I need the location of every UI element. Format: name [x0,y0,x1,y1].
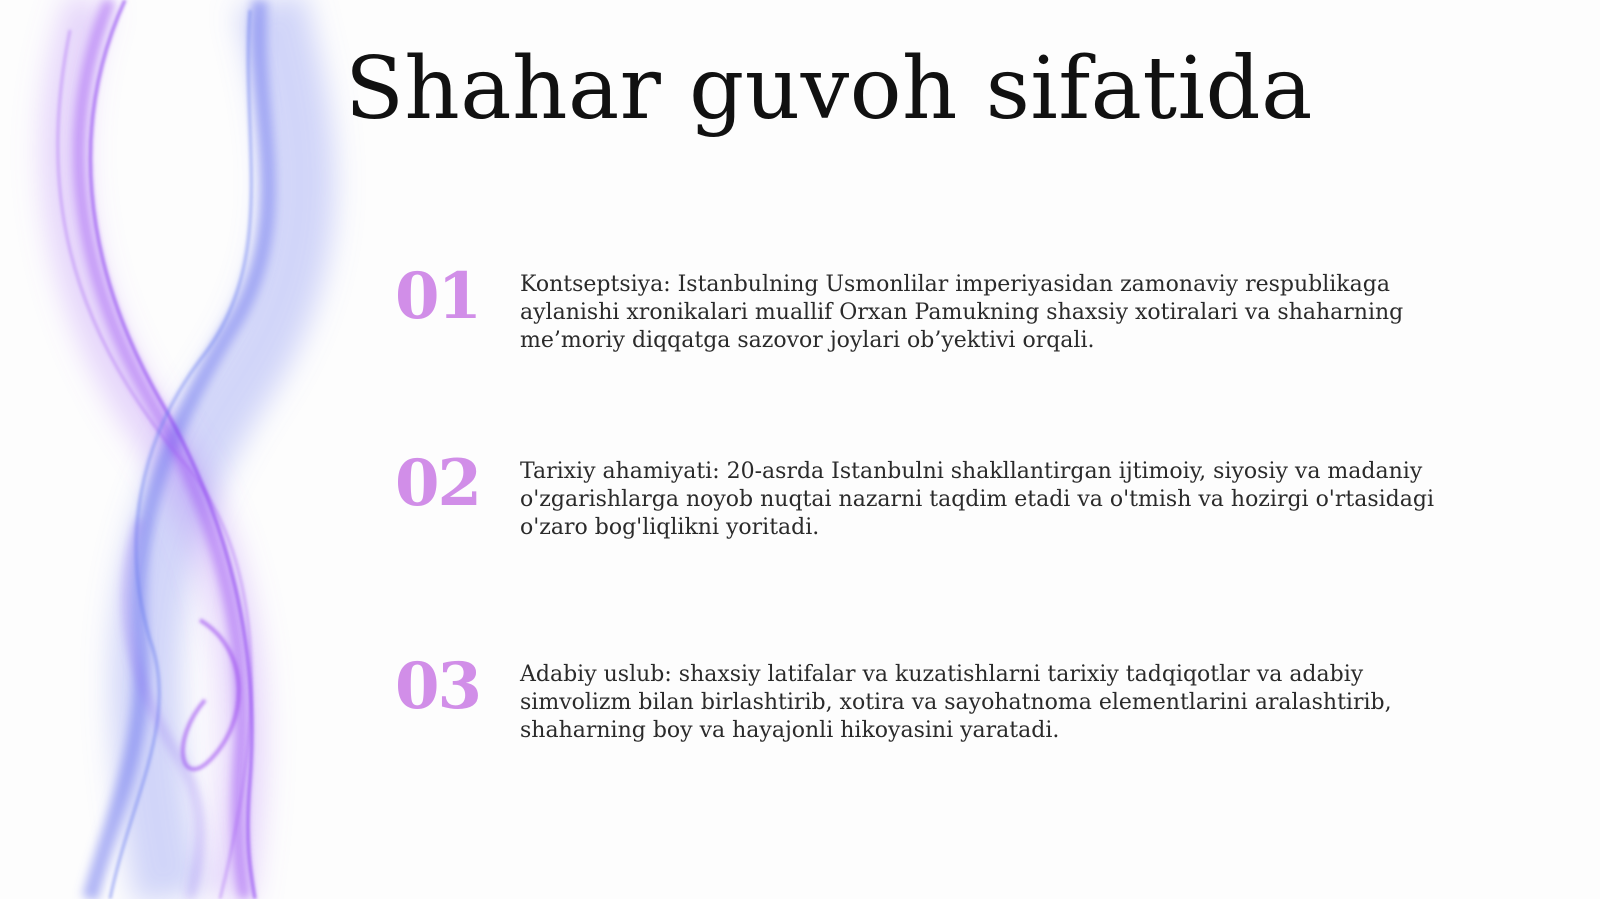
list-item [395,649,1455,745]
slide-title: Shahar guvoh sifatida [345,39,1313,139]
list-item [395,446,1455,542]
item-number: 03 [395,649,481,724]
purple-smoke-decoration [0,0,400,899]
list-item [395,259,1455,355]
item-number: 02 [395,446,481,521]
item-text: Tarixiy ahamiyati: 20-asrda Istanbulni shakllantirgan ijtimoiy, siyosiy va madaniy o'zgarishlarga noyob nuqtai nazarni taqdim etadi va o'tmish va hozirgi o'rtasidagi o'zaro bog'liqlikni yoritadi. [520,459,1434,540]
item-number: 01 [395,259,481,334]
item-text: Kontseptsiya: Istanbulning Usmonlilar imperiyasidan zamonaviy respublikaga aylanishi xronikalari muallif Orxan Pamukning shaxsiy xotiralari va shaharning me’moriy diqqatga sazovor joylari ob’yektivi orqali. [520,272,1404,353]
item-text: Adabiy uslub: shaxsiy latifalar va kuzatishlarni tarixiy tadqiqotlar va adabiy simvolizm bilan birlashtirib, xotira va sayohatnoma elementlarini aralashtirib, shaharning boy va hayajonli hikoyasini yaratadi. [520,662,1392,743]
